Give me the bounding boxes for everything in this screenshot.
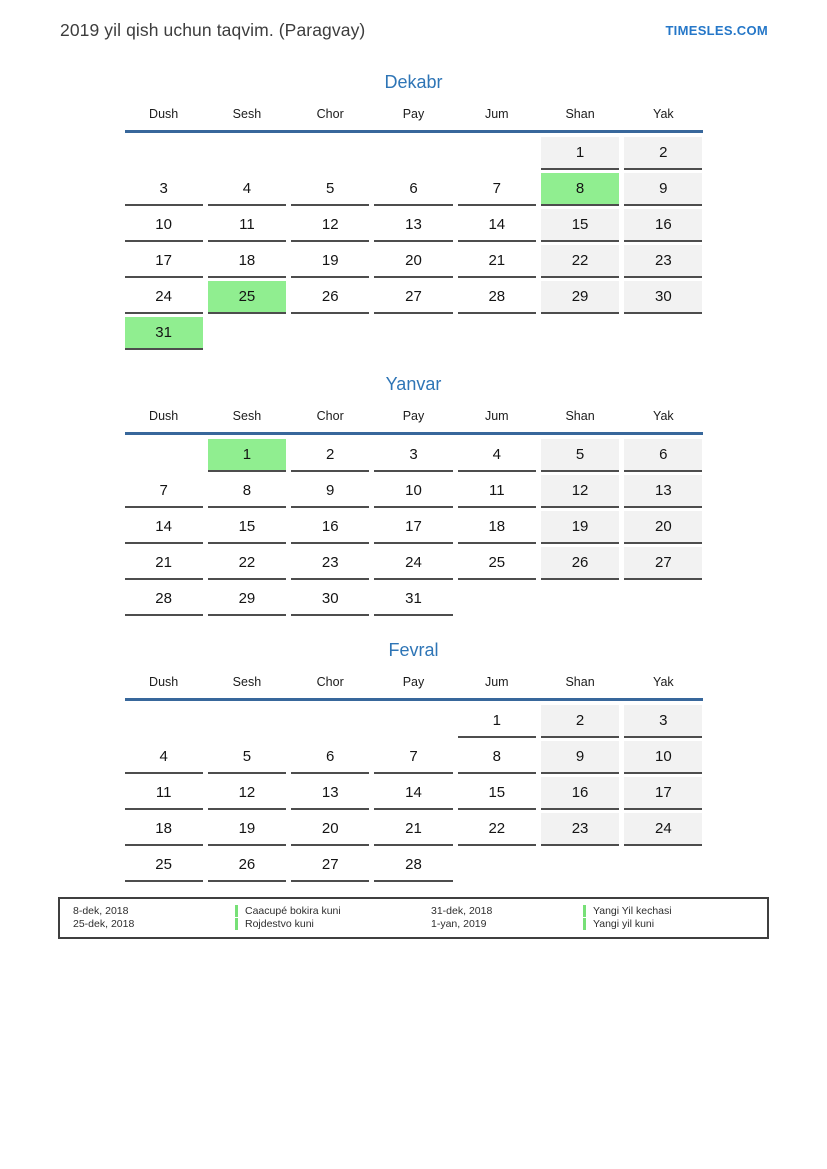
weekday-pay: Pay [402,675,425,689]
yanvar-day-2: 2 [291,439,369,472]
dekabr-day-25: 25 [208,281,286,314]
dekabr-day-21: 21 [458,245,536,278]
weekday-yak: Yak [653,675,674,689]
fevral-day-20: 20 [291,813,369,846]
yanvar-day-29: 29 [208,583,286,616]
empty-cell [541,317,619,350]
site-logo-link[interactable]: TIMESLES.COM [665,23,768,38]
fevral-day-17: 17 [624,777,702,810]
weekday-chor: Chor [316,107,344,121]
yanvar-day-24: 24 [374,547,452,580]
empty-cell [624,849,702,882]
weekday-chor: Chor [316,409,344,423]
weekday-jum: Jum [484,107,509,121]
week-row [125,173,703,206]
dekabr-day-13: 13 [374,209,452,242]
weekday-yak: Yak [653,409,674,423]
fevral-day-19: 19 [208,813,286,846]
weekday-jum: Jum [484,409,509,423]
week-row [125,511,703,544]
empty-cell [458,849,536,882]
yanvar-day-5: 5 [541,439,619,472]
fevral-day-14: 14 [374,777,452,810]
fevral-day-26: 26 [208,849,286,882]
empty-cell [458,317,536,350]
dekabr-day-10: 10 [125,209,203,242]
holiday-marker-icon [583,918,586,930]
legend-label-text: Yangi Yil kechasi [593,905,672,917]
month-title-yanvar: Yanvar [385,374,442,394]
legend-date-3: 1-yan, 2019 [431,918,487,930]
empty-cell [291,317,369,350]
fevral-day-6: 6 [291,741,369,774]
yanvar-day-19: 19 [541,511,619,544]
fevral-day-8: 8 [458,741,536,774]
week-row [125,849,703,882]
weekday-row-yanvar [125,409,703,435]
dekabr-day-6: 6 [374,173,452,206]
weekday-dush: Dush [149,409,179,423]
weekday-pay: Pay [402,107,425,121]
yanvar-day-21: 21 [125,547,203,580]
legend-label-3 [583,918,755,930]
weekday-shan: Shan [565,409,595,423]
legend-label-2 [583,905,755,917]
yanvar-day-16: 16 [291,511,369,544]
empty-cell [374,137,452,170]
empty-cell [624,317,702,350]
dekabr-day-4: 4 [208,173,286,206]
dekabr-day-5: 5 [291,173,369,206]
empty-cell [291,705,369,738]
yanvar-day-31: 31 [374,583,452,616]
month-yanvar [125,374,703,616]
weeks-yanvar [125,435,703,616]
weekday-row-dekabr [125,107,703,133]
weekday-pay: Pay [402,409,425,423]
empty-cell [541,583,619,616]
fevral-day-2: 2 [541,705,619,738]
month-title-dekabr: Dekabr [384,72,443,92]
dekabr-day-26: 26 [291,281,369,314]
yanvar-day-11: 11 [458,475,536,508]
fevral-day-1: 1 [458,705,536,738]
weekday-row-fevral [125,675,703,701]
week-row [125,317,703,350]
fevral-day-12: 12 [208,777,286,810]
yanvar-day-28: 28 [125,583,203,616]
dekabr-day-31: 31 [125,317,203,350]
weeks-dekabr [125,133,703,350]
fevral-day-22: 22 [458,813,536,846]
weekday-jum: Jum [484,675,509,689]
yanvar-day-27: 27 [624,547,702,580]
dekabr-day-3: 3 [125,173,203,206]
month-title-fevral: Fevral [388,640,439,660]
week-row [125,439,703,472]
dekabr-day-9: 9 [624,173,702,206]
dekabr-day-24: 24 [125,281,203,314]
dekabr-day-22: 22 [541,245,619,278]
weekday-sesh: Sesh [232,107,262,121]
week-row [125,281,703,314]
legend-date-1: 25-dek, 2018 [73,918,135,930]
yanvar-day-7: 7 [125,475,203,508]
fevral-day-21: 21 [374,813,452,846]
page-header [0,0,827,41]
dekabr-day-23: 23 [624,245,702,278]
dekabr-day-7: 7 [458,173,536,206]
month-fevral [125,640,703,882]
week-row [125,777,703,810]
fevral-day-13: 13 [291,777,369,810]
yanvar-day-18: 18 [458,511,536,544]
empty-cell [208,137,286,170]
dekabr-day-11: 11 [208,209,286,242]
fevral-day-4: 4 [125,741,203,774]
fevral-day-28: 28 [374,849,452,882]
fevral-day-10: 10 [624,741,702,774]
fevral-day-23: 23 [541,813,619,846]
week-row [125,137,703,170]
legend-label-text: Yangi yil kuni [593,918,655,930]
yanvar-day-1: 1 [208,439,286,472]
yanvar-day-14: 14 [125,511,203,544]
empty-cell [458,583,536,616]
yanvar-day-6: 6 [624,439,702,472]
dekabr-day-16: 16 [624,209,702,242]
yanvar-day-15: 15 [208,511,286,544]
fevral-day-25: 25 [125,849,203,882]
yanvar-day-26: 26 [541,547,619,580]
yanvar-day-25: 25 [458,547,536,580]
fevral-day-27: 27 [291,849,369,882]
weekday-sesh: Sesh [232,409,262,423]
empty-cell [125,137,203,170]
yanvar-day-9: 9 [291,475,369,508]
fevral-day-11: 11 [125,777,203,810]
holiday-legend [58,897,769,939]
fevral-day-16: 16 [541,777,619,810]
weeks-fevral [125,701,703,882]
calendar [125,72,703,882]
empty-cell [291,137,369,170]
dekabr-day-15: 15 [541,209,619,242]
yanvar-day-4: 4 [458,439,536,472]
fevral-day-24: 24 [624,813,702,846]
empty-cell [208,705,286,738]
week-row [125,705,703,738]
empty-cell [374,317,452,350]
week-row [125,245,703,278]
empty-cell [541,849,619,882]
empty-cell [374,705,452,738]
weekday-shan: Shan [565,675,595,689]
month-dekabr [125,72,703,350]
legend-label-1 [235,918,431,930]
empty-cell [458,137,536,170]
fevral-day-5: 5 [208,741,286,774]
yanvar-day-30: 30 [291,583,369,616]
yanvar-day-23: 23 [291,547,369,580]
empty-cell [125,705,203,738]
weekday-dush: Dush [149,107,179,121]
dekabr-day-29: 29 [541,281,619,314]
dekabr-day-14: 14 [458,209,536,242]
yanvar-day-8: 8 [208,475,286,508]
week-row [125,547,703,580]
dekabr-day-19: 19 [291,245,369,278]
dekabr-day-1: 1 [541,137,619,170]
yanvar-day-3: 3 [374,439,452,472]
legend-label-text: Caacupé bokira kuni [245,905,341,917]
week-row [125,475,703,508]
weekday-chor: Chor [316,675,344,689]
holiday-marker-icon [235,918,238,930]
legend-label-text: Rojdestvo kuni [245,918,314,930]
fevral-day-15: 15 [458,777,536,810]
yanvar-day-17: 17 [374,511,452,544]
weekday-yak: Yak [653,107,674,121]
empty-cell [125,439,203,472]
weekday-sesh: Sesh [232,675,262,689]
dekabr-day-27: 27 [374,281,452,314]
legend-date-2: 31-dek, 2018 [431,905,493,917]
yanvar-day-22: 22 [208,547,286,580]
week-row [125,741,703,774]
legend-date-0: 8-dek, 2018 [73,905,129,917]
week-row [125,209,703,242]
dekabr-day-17: 17 [125,245,203,278]
page-title: 2019 yil qish uchun taqvim. (Paragvay) [60,20,366,40]
dekabr-day-12: 12 [291,209,369,242]
yanvar-day-20: 20 [624,511,702,544]
dekabr-day-2: 2 [624,137,702,170]
week-row [125,583,703,616]
dekabr-day-28: 28 [458,281,536,314]
yanvar-day-12: 12 [541,475,619,508]
dekabr-day-18: 18 [208,245,286,278]
week-row [125,813,703,846]
dekabr-day-30: 30 [624,281,702,314]
empty-cell [624,583,702,616]
fevral-day-3: 3 [624,705,702,738]
fevral-day-9: 9 [541,741,619,774]
yanvar-day-13: 13 [624,475,702,508]
legend-label-0 [235,905,431,917]
yanvar-day-10: 10 [374,475,452,508]
empty-cell [208,317,286,350]
holiday-marker-icon [235,905,238,917]
fevral-day-18: 18 [125,813,203,846]
weekday-shan: Shan [565,107,595,121]
holiday-marker-icon [583,905,586,917]
dekabr-day-20: 20 [374,245,452,278]
dekabr-day-8: 8 [541,173,619,206]
fevral-day-7: 7 [374,741,452,774]
weekday-dush: Dush [149,675,179,689]
